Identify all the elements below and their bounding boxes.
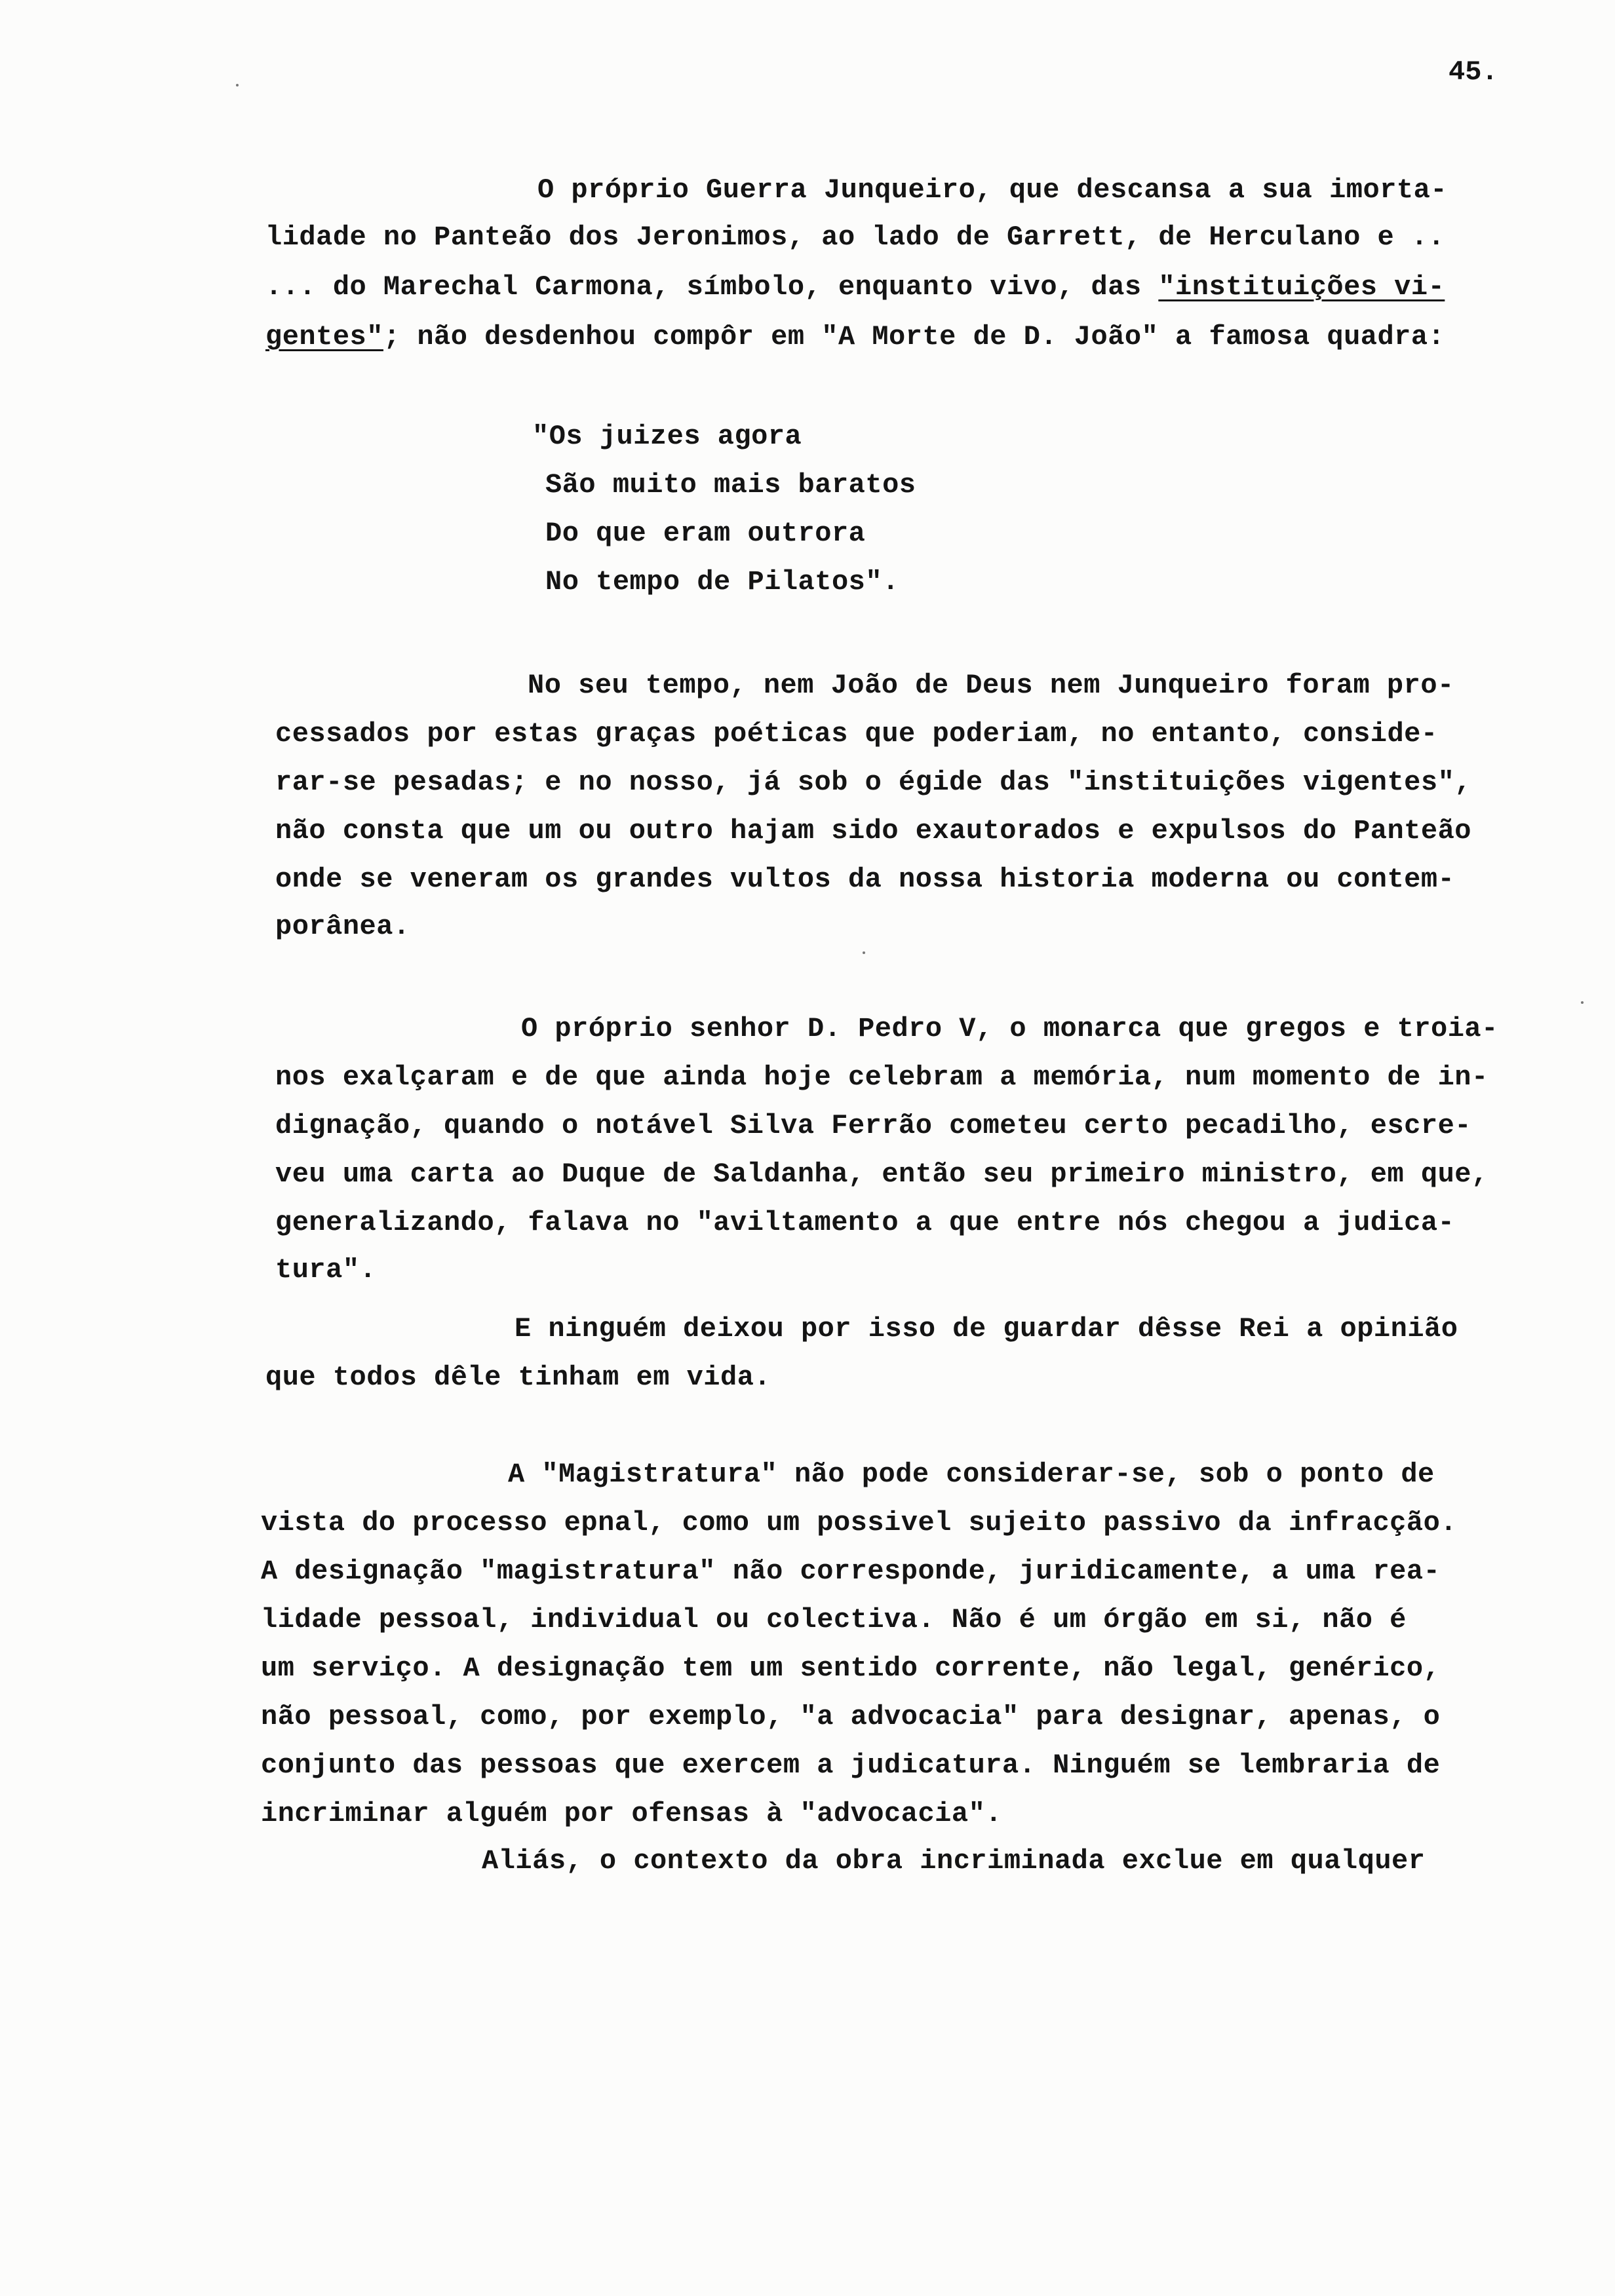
text-line: generalizando, falava no "aviltamento a que entre nós chegou a judica- [275, 1207, 1455, 1238]
text-line: lidade pessoal, individual ou colectiva. Não é um órgão em si, não é [261, 1604, 1407, 1636]
text-span: ; não desdenhou compôr em "A Morte de D. João" a famosa quadra: [383, 321, 1445, 353]
text-line: onde se veneram os grandes vultos da nossa historia moderna ou contem- [275, 864, 1455, 895]
text-line: tura". [275, 1254, 377, 1286]
text-line: nos exalçaram e de que ainda hoje celebram a memória, num momento de in- [275, 1062, 1489, 1093]
text-line: A "Magistratura" não pode considerar-se, sob o ponto de [508, 1459, 1435, 1490]
text-span: ... do Marechal Carmona, símbolo, enquanto vivo, das [265, 271, 1159, 303]
scan-speck [1581, 1001, 1584, 1004]
text-line: veu uma carta ao Duque de Saldanha, então seu primeiro ministro, em que, [275, 1158, 1489, 1190]
text-line: lidade no Panteão dos Jeronimos, ao lado de Garrett, de Herculano e .. [265, 221, 1445, 253]
text-line: dignação, quando o notável Silva Ferrão cometeu certo pecadilho, escre- [275, 1110, 1471, 1141]
verse-line: "Os juizes agora [532, 421, 802, 452]
scan-speck [236, 84, 239, 86]
text-line: que todos dêle tinham em vida. [265, 1362, 771, 1393]
text-line: rar-se pesadas; e no nosso, já sob o égide das "instituições vigentes", [275, 767, 1471, 798]
verse-line: No tempo de Pilatos". [545, 566, 899, 598]
page-number: 45. [1449, 56, 1498, 88]
text-line: A designação "magistratura" não corresponde, juridicamente, a uma rea- [261, 1556, 1441, 1587]
text-line: porânea. [275, 911, 410, 942]
text-line: No seu tempo, nem João de Deus nem Junqueiro foram pro- [528, 670, 1454, 701]
text-line: cessados por estas graças poéticas que poderiam, no entanto, conside- [275, 718, 1438, 750]
text-line: não consta que um ou outro hajam sido exautorados e expulsos do Panteão [275, 815, 1471, 847]
scan-speck [863, 951, 865, 954]
text-line [265, 318, 1445, 355]
text-line: um serviço. A designação tem um sentido corrente, não legal, genérico, [261, 1653, 1441, 1684]
underlined-quote: "instituições vi- [1158, 271, 1445, 303]
verse-line: Do que eram outrora [545, 518, 866, 549]
text-line: O próprio Guerra Junqueiro, que descansa a sua imorta- [537, 174, 1448, 206]
text-line: Aliás, o contexto da obra incriminada exclue em qualquer [482, 1845, 1426, 1877]
text-line: incriminar alguém por ofensas à "advocacia". [261, 1798, 1002, 1829]
text-line: O próprio senhor D. Pedro V, o monarca que gregos e troia- [521, 1013, 1498, 1044]
text-line [265, 269, 1445, 305]
text-line: não pessoal, como, por exemplo, "a advocacia" para designar, apenas, o [261, 1701, 1441, 1732]
text-line: vista do processo epnal, como um possivel sujeito passivo da infracção. [261, 1507, 1457, 1539]
underlined-quote: gentes" [265, 321, 383, 353]
verse-line: São muito mais baratos [545, 469, 916, 501]
text-line: E ninguém deixou por isso de guardar dêsse Rei a opinião [515, 1313, 1458, 1345]
text-line: conjunto das pessoas que exercem a judicatura. Ninguém se lembraria de [261, 1750, 1441, 1781]
